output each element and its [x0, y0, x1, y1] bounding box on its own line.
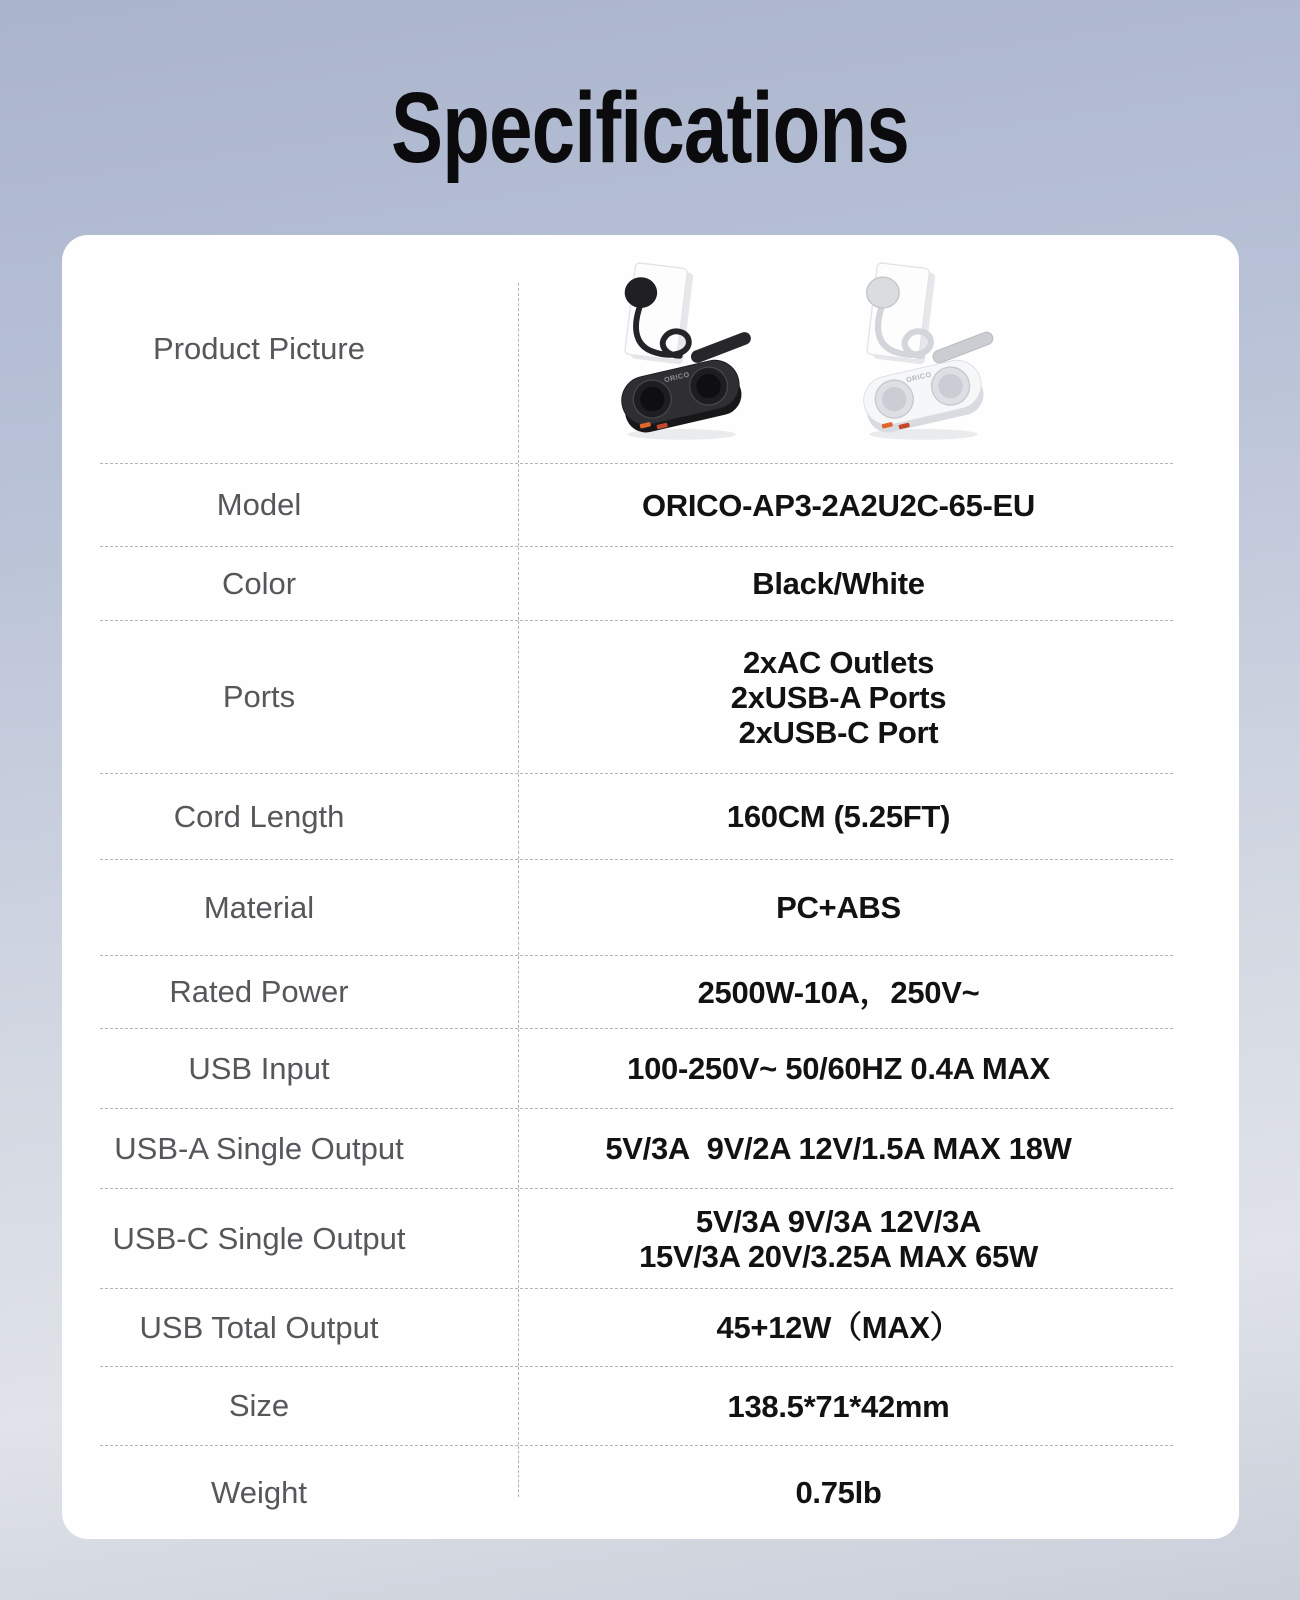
spec-value	[519, 1029, 1173, 1108]
spec-value-text: 2xUSB-C Port	[738, 714, 939, 750]
spec-value-text: 45+12W（MAX）	[716, 1310, 961, 1345]
spec-row-usb-c-single-output	[100, 1189, 1173, 1289]
spec-value	[519, 1109, 1173, 1188]
spec-row-usb-a-single-output	[100, 1109, 1173, 1189]
strap-handle	[689, 330, 753, 364]
spec-value	[519, 464, 1173, 546]
spec-value	[519, 860, 1173, 955]
spec-value-text: 2500W-10A，250V~	[697, 974, 980, 1010]
spec-label	[100, 1367, 519, 1445]
spec-label	[100, 1029, 519, 1108]
power-strip-body	[858, 355, 987, 436]
power-plug	[866, 277, 899, 308]
spec-label-text: Weight	[211, 1474, 307, 1510]
spec-value-text: 5V/3A 9V/3A 12V/3A	[695, 1203, 982, 1239]
spec-row-material	[100, 860, 1173, 956]
spec-value	[519, 1367, 1173, 1445]
spec-label	[100, 1289, 519, 1366]
spec-value	[519, 1289, 1173, 1366]
spec-value-text: ORICO-AP3-2A2U2C-65-EU	[641, 487, 1036, 523]
spec-value	[519, 774, 1173, 859]
spec-row-ports	[100, 621, 1173, 774]
spec-label	[100, 860, 519, 955]
spec-label-text: USB Input	[188, 1050, 330, 1086]
spec-table	[62, 235, 1239, 1539]
product-image-white	[845, 256, 1003, 442]
spec-value-text: 2xAC Outlets	[742, 644, 935, 680]
spec-row-cord-length	[100, 774, 1173, 860]
spec-row-size	[100, 1367, 1173, 1446]
spec-label	[100, 1446, 519, 1539]
spec-label-text: Color	[221, 565, 297, 601]
spec-value	[519, 1446, 1173, 1539]
spec-row-color	[100, 547, 1173, 621]
spec-value	[519, 621, 1173, 773]
spec-value-text: 2xUSB-A Ports	[730, 679, 947, 715]
spec-label-text: USB-C Single Output	[112, 1220, 406, 1256]
spec-label	[100, 547, 519, 620]
spec-value-text: 100-250V~ 50/60HZ 0.4A MAX	[627, 1051, 1050, 1086]
orico-logo: ORICO	[662, 369, 690, 385]
spec-label-text: USB Total Output	[139, 1309, 379, 1345]
strap-handle	[931, 330, 995, 364]
spec-row-usb-total-output	[100, 1289, 1173, 1367]
spec-label	[100, 956, 519, 1028]
spec-value	[519, 547, 1173, 620]
spec-label-text: Size	[228, 1388, 290, 1423]
power-plug	[624, 277, 657, 308]
spec-label	[100, 464, 519, 546]
spec-value-text: 0.75lb	[795, 1475, 882, 1510]
spec-label	[100, 1189, 519, 1288]
spec-label-text: USB-A Single Output	[114, 1130, 404, 1166]
spec-value	[519, 956, 1173, 1028]
spec-value-text: 160CM (5.25FT)	[726, 799, 951, 834]
spec-label-text: Material	[203, 889, 315, 925]
spec-value	[519, 235, 1173, 463]
spec-value	[519, 1189, 1173, 1288]
spec-value-text: 15V/3A 20V/3.25A MAX 65W	[639, 1238, 1038, 1274]
spec-value-text: PC+ABS	[776, 890, 901, 925]
spec-row-usb-input	[100, 1029, 1173, 1109]
page-title: Specifications	[391, 72, 909, 184]
spec-label	[100, 621, 519, 773]
power-strip-body	[616, 355, 745, 436]
spec-row-rated-power	[100, 956, 1173, 1029]
spec-label-text: Model	[216, 487, 302, 522]
spec-label-text: Rated Power	[169, 974, 349, 1009]
spec-value-text: 138.5*71*42mm	[727, 1388, 950, 1424]
product-image-black	[603, 256, 761, 442]
spec-value-text: Black/White	[752, 566, 925, 601]
spec-row-product-picture	[100, 235, 1173, 464]
spec-label-text: Product Picture	[153, 331, 365, 366]
spec-card	[62, 235, 1239, 1539]
spec-label	[100, 774, 519, 859]
orico-logo: ORICO	[904, 369, 932, 385]
product-pictures	[603, 256, 1003, 442]
spec-row-weight	[100, 1446, 1173, 1539]
spec-label-text: Cord Length	[173, 798, 345, 834]
spec-value-text: 5V/3A 9V/2A 12V/1.5A MAX 18W	[605, 1131, 1072, 1166]
spec-label	[100, 1109, 519, 1188]
spec-label	[100, 235, 519, 463]
spec-label-text: Ports	[222, 679, 296, 714]
spec-row-model	[100, 464, 1173, 547]
